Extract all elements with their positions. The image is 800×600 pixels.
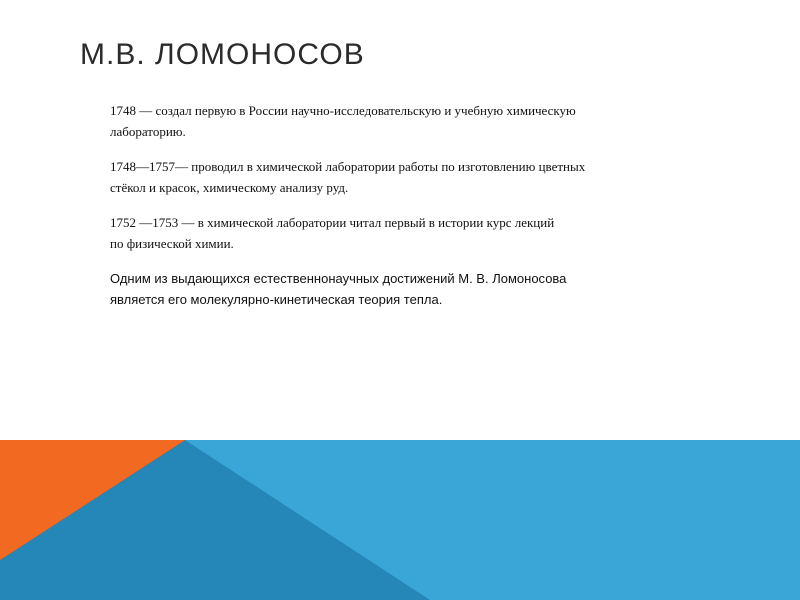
paragraph-1752-1753-line-2: по физической химии. <box>110 236 234 251</box>
paragraph-1748-1757-line-2: стёкол и красок, химическому анализу руд. <box>110 180 349 195</box>
paragraph-1748 <box>110 100 720 142</box>
paragraph-1748-line-1: 1748 — создал первую в России научно-исследовательскую и учебную химическую <box>110 103 576 118</box>
paragraph-theory-line-1: Одним из выдающихся естественнонаучных достижений М. В. Ломоносова <box>110 271 567 286</box>
paragraph-1752-1753 <box>110 212 720 254</box>
paragraph-1748-1757-line-1: 1748—1757— проводил в химической лаборатории работы по изготовлению цветных <box>110 159 586 174</box>
paragraph-1748-line-2: лабораторию. <box>110 124 186 139</box>
paragraph-theory-line-2: является его молекулярно-кинетическая теория тепла. <box>110 292 443 307</box>
slide-body <box>110 100 720 324</box>
paragraph-1748-1757 <box>110 156 720 198</box>
paragraph-1752-1753-line-1: 1752 —1753 — в химической лаборатории читал первый в истории курс лекций <box>110 215 555 230</box>
decorative-footer-band <box>0 440 800 600</box>
paragraph-theory <box>110 268 720 310</box>
slide-title: М.В. ЛОМОНОСОВ <box>80 38 365 71</box>
